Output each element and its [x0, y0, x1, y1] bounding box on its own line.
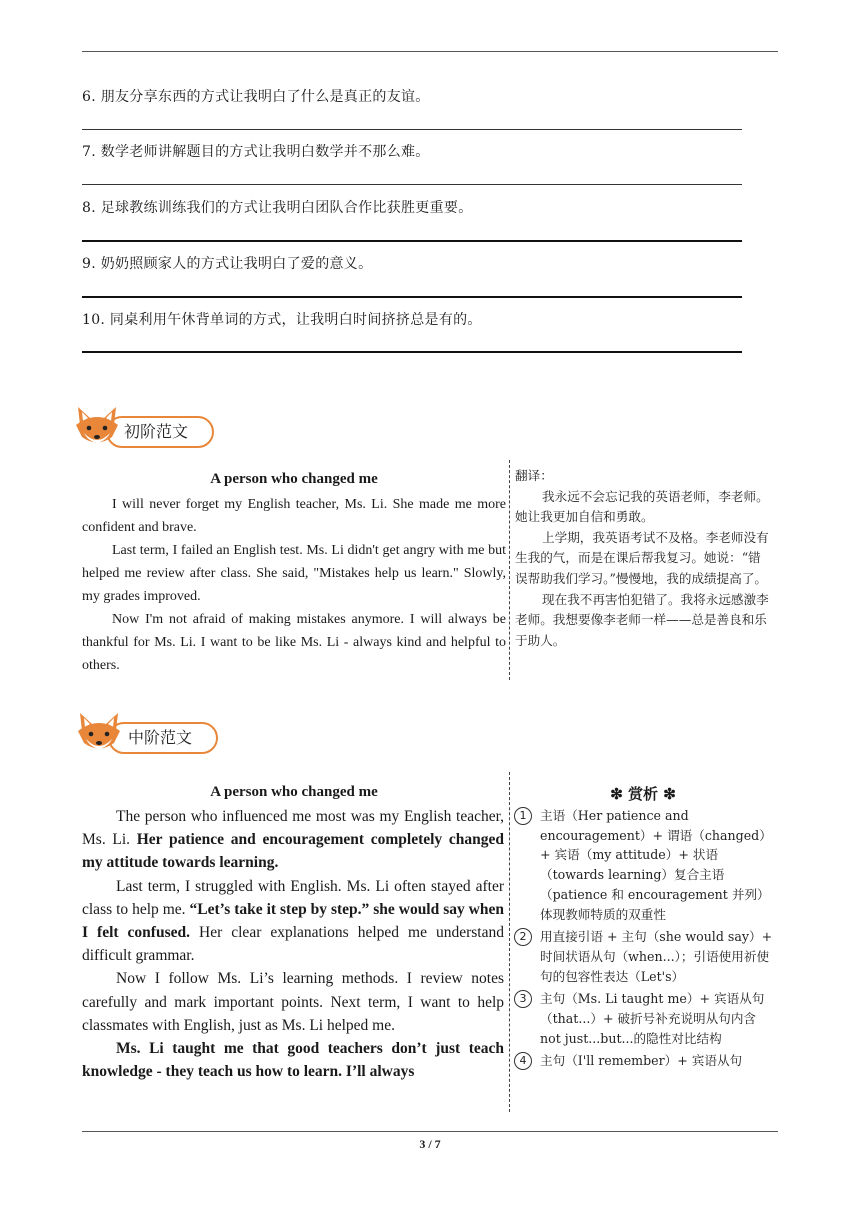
essay-paragraph: I will never forget my English teacher, Ms. Li. She made me more confident and brave. — [82, 497, 506, 535]
answer-line-8[interactable] — [82, 240, 742, 242]
essay-title-intermediate: A person who changed me — [210, 784, 378, 800]
note-number: 2 — [514, 928, 532, 946]
column-divider — [509, 460, 510, 680]
fox-icon — [72, 403, 122, 449]
highlight-sentence: Ms. Li taught me that good teachers don’t just teach knowledge - they teach us how to learn. I’ll always — [82, 1040, 504, 1081]
note-text: 用直接引语 + 主句（she would say）+ 时间状语从句（when...）；引语使用祈使句的包容性表达（Let's） — [540, 929, 773, 984]
essay-text: The person who influenced me most was my English teacher, Ms. Li. — [82, 808, 504, 849]
answer-line-9[interactable] — [82, 296, 742, 298]
question-10: 10. 同桌利用午休背单词的方式，让我明白时间挤挤总是有的。 — [82, 312, 482, 328]
note-number: 4 — [514, 1052, 532, 1070]
note-text: 主句（Ms. Li taught me）+ 宾语从句（that...）+ 破折号补充说明从句内含 not just...but...的隐性对比结构 — [540, 991, 765, 1046]
analysis-title: ❇ 赏析 ❇ — [610, 785, 676, 803]
essay-paragraph: Now I'm not afraid of making mistakes anymore. I will always be thankful for Ms. Li. I want to be like Ms. Li - always kind and helpful to others. — [82, 612, 506, 673]
question-8: 8. 足球教练训练我们的方式让我明白团队合作比获胜更重要。 — [82, 200, 473, 216]
badge-label: 初阶范文 — [106, 416, 214, 448]
page-number: 3 / 7 — [419, 1137, 441, 1151]
note-number: 1 — [514, 807, 532, 825]
section-badge-basic — [72, 403, 214, 449]
analysis-notes — [514, 806, 776, 1074]
analysis-note — [514, 1051, 776, 1071]
column-divider — [509, 772, 510, 1112]
translation-paragraph: 上学期，我英语考试不及格。李老师没有生我的气，而是在课后帮我复习。她说：“错误帮助我们学习。”慢慢地，我的成绩提高了。 — [515, 529, 769, 586]
question-6: 6. 朋友分享东西的方式让我明白了什么是真正的友谊。 — [82, 89, 430, 105]
translation-paragraph: 我永远不会忘记我的英语老师，李老师。她让我更加自信和勇敢。 — [515, 488, 769, 525]
essay-basic — [82, 493, 506, 677]
footer-rule — [82, 1131, 778, 1132]
translation-paragraph: 现在我不再害怕犯错了。我将永远感激李老师。我想要像李老师一样——总是善良和乐于助人。 — [515, 591, 769, 648]
translation-label: 翻译： — [515, 468, 553, 483]
note-text: 主语（Her patience and encouragement）+ 谓语（changed）+ 宾语（my attitude）+ 状语（towards learning）复合主语（patience 和 encouragement 并列）体现教师特质的双重性 — [540, 808, 772, 922]
header-rule — [82, 51, 778, 52]
highlight-sentence: “Let’s take it step by step.” she would say when I felt confused. — [82, 900, 504, 942]
essay-paragraph: Last term, I failed an English test. Ms. Li didn't get angry with me but helped me review after class. She said, "Mistakes help us learn." Slowly, my grades improved. — [82, 543, 506, 604]
answer-line-7[interactable] — [82, 184, 742, 185]
essay-text: Last term, I struggled with English. Ms. Li often stayed after class to help me. — [82, 877, 504, 918]
question-7: 7. 数学老师讲解题目的方式让我明白数学并不那么难。 — [82, 144, 430, 160]
translation-basic — [515, 466, 771, 651]
note-text: 主句（I'll remember）+ 宾语从句 — [540, 1053, 743, 1069]
analysis-note — [514, 927, 776, 986]
answer-line-10[interactable] — [82, 351, 742, 353]
essay-text: Her clear explanations helped me understand difficult grammar. — [82, 924, 504, 965]
analysis-note — [514, 989, 776, 1048]
question-9: 9. 奶奶照顾家人的方式让我明白了爱的意义。 — [82, 256, 373, 272]
badge-label: 中阶范文 — [108, 722, 218, 754]
fox-icon — [74, 709, 124, 755]
note-number: 3 — [514, 990, 532, 1008]
essay-title-basic: A person who changed me — [210, 471, 378, 487]
section-badge-intermediate — [74, 709, 218, 755]
essay-intermediate — [82, 805, 504, 1083]
analysis-note — [514, 806, 776, 924]
highlight-sentence: Her patience and encouragement completely changed my attitude towards learning. — [82, 831, 504, 872]
answer-line-6[interactable] — [82, 129, 742, 130]
essay-paragraph — [82, 805, 504, 875]
essay-paragraph: Now I follow Ms. Li’s learning methods. I review notes carefully and mark important points. Next term, I want to help classmates with English, just as Ms. Li helped me. — [82, 970, 504, 1034]
essay-paragraph — [82, 1037, 504, 1083]
essay-paragraph — [82, 875, 504, 968]
